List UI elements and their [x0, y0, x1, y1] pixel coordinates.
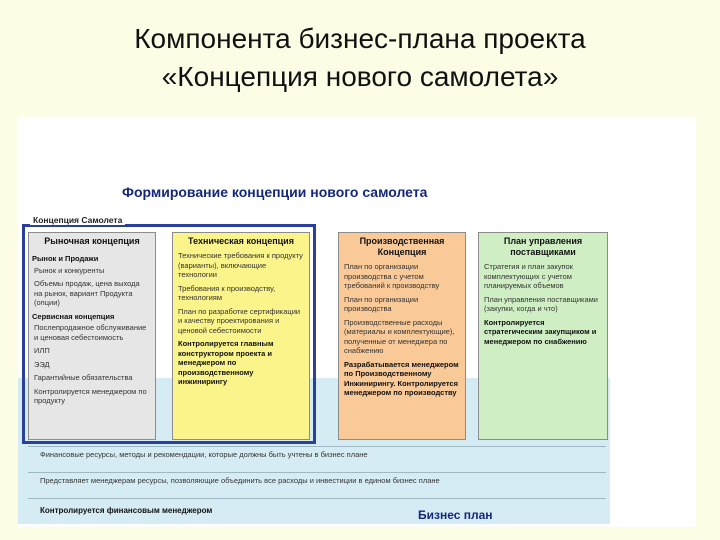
column-item: Объемы продаж, цена выхода на рынок, вариант Продукта (опции) — [34, 279, 140, 307]
column-item: Гарантийные обязательства — [34, 373, 133, 382]
column-subheading: Рынок и Продажи — [32, 254, 99, 263]
market-concept-column — [28, 232, 156, 440]
finance-divider — [28, 446, 606, 447]
diagram-title: Формирование концепции нового самолета — [122, 184, 428, 200]
column-header: Техническая концепция — [188, 236, 294, 246]
column-item: Контролируется стратегическим закупщиком и менеджером по снабжению — [484, 317, 597, 346]
column-body — [173, 249, 309, 393]
column-body — [339, 260, 465, 404]
column-item: Разрабатывается менеджером по Производственному Инжинирингу. Контролируется менеджером по производству — [344, 359, 459, 397]
column-item: Контролируется главным конструктором проекта и менеджером по производственному инжинирингу — [178, 339, 274, 386]
column-item: Производственные расходы (материалы и комплектующие), полученные от менеджера по снабжению — [344, 317, 455, 355]
supplier-plan-column — [478, 232, 608, 440]
finance-divider — [28, 498, 606, 499]
column-item: План по разработке сертификации и качеству проектирования и ценовой себестоимости — [178, 306, 301, 335]
column-item: Технические требования к продукту (варианты), включающие технологии — [178, 251, 303, 279]
column-subheading: Сервисная концепция — [32, 311, 115, 321]
column-item: План по организации производства — [344, 294, 419, 313]
business-plan-label: Бизнес план — [418, 508, 493, 522]
finance-resources-text: Финансовые ресурсы, методы и рекомендации, которые должны быть учтены в бизнес плане — [40, 450, 368, 459]
column-body — [29, 249, 155, 412]
column-item: План по организации производства с учетом требований к производству — [344, 262, 440, 290]
column-body — [479, 260, 607, 352]
column-item: Рынок и конкуренты — [34, 265, 105, 275]
column-header: Производственная Концепция — [359, 236, 445, 257]
slide-title — [0, 20, 720, 96]
aircraft-concept-label: Концепция Самолета — [30, 215, 125, 225]
slide-title-line2: «Концепция нового самолета» — [161, 61, 559, 92]
column-item: ИЛП — [34, 346, 50, 355]
column-item: Требования к производству, технологиям — [178, 283, 276, 302]
finance-divider — [28, 472, 606, 473]
production-concept-column — [338, 232, 466, 440]
column-header: Рыночная концепция — [44, 236, 140, 246]
technical-concept-column — [172, 232, 310, 440]
column-header: План управления поставщиками — [503, 236, 583, 257]
column-item: Контролируется менеджером по продукту — [34, 386, 147, 405]
slide-title-line1: Компонента бизнес-плана проекта — [134, 23, 586, 54]
column-item: Послепродажное обслуживание и ценовая себестоимость — [34, 323, 147, 342]
finance-control-text: Контролируется финансовым менеджером — [40, 506, 213, 515]
finance-manager-text: Представляет менеджерам ресурсы, позволяющие объединить все расходы и инвестиции в едином бизнес плане — [40, 476, 440, 485]
column-item: Стратегия и план закупок комплектующих с учетом планируемых объемов — [484, 262, 573, 290]
column-item: План управления поставщиками (закупки, когда и что) — [484, 294, 598, 313]
column-item: ЭЭД — [34, 359, 50, 369]
